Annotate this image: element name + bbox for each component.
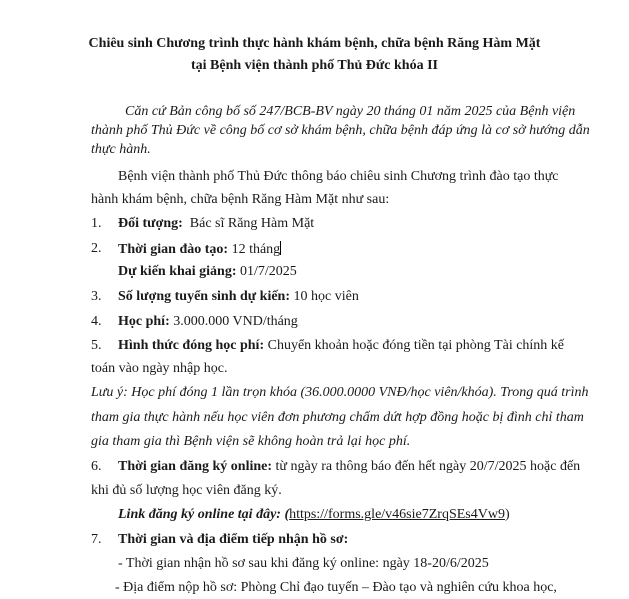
item-4-value: 3.000.000 VND/tháng bbox=[173, 314, 298, 329]
announce-line-2: hành khám bệnh, chữa bệnh Răng Hàm Mặt như sau: bbox=[91, 192, 390, 207]
item-4-number: 4. bbox=[91, 314, 102, 329]
item-2b bbox=[118, 264, 297, 280]
intro-line-2: thành phố Thủ Đức về công bố cơ sở khám bệnh, chữa bệnh đáp ứng là cơ sở hướng dẫn bbox=[91, 123, 590, 138]
item-5-value: Chuyển khoản hoặc đóng tiền tại phòng Tài chính kế bbox=[267, 338, 565, 353]
note-line-3: gia tham gia thì Bệnh viện sẽ không hoàn trả lại học phí. bbox=[91, 434, 411, 449]
item-1 bbox=[118, 216, 314, 232]
intro-line-1: Căn cứ Bản công bố số 247/BCB-BV ngày 20 tháng 01 năm 2025 của Bệnh viện bbox=[125, 104, 576, 119]
item-2-number: 2. bbox=[91, 241, 102, 256]
note-line-1: Lưu ý: Học phí đóng 1 lần trọn khóa (36.000.0000 VNĐ/học viên/khóa). Trong quá trình bbox=[91, 385, 589, 400]
item-2b-value: 01/7/2025 bbox=[240, 264, 297, 279]
item-4-label: Học phí: bbox=[118, 314, 170, 329]
link-close-paren: ) bbox=[504, 507, 510, 522]
item-6-label: Thời gian đăng ký online: bbox=[118, 459, 273, 474]
item-5-label: Hình thức đóng học phí: bbox=[118, 338, 265, 353]
item-7-sub-1: - Thời gian nhận hồ sơ sau khi đăng ký online: ngày 18-20/6/2025 bbox=[118, 556, 489, 571]
item-1-number: 1. bbox=[91, 216, 102, 231]
title-line-2: tại Bệnh viện thành phố Thủ Đức khóa II bbox=[190, 58, 438, 73]
item-2b-label: Dự kiến khai giảng: bbox=[118, 264, 237, 279]
item-6-line-2: khi đủ số lượng học viên đăng ký. bbox=[91, 483, 282, 498]
note-line-2: tham gia thực hành nếu học viên đơn phương chấm dứt hợp đồng hoặc bị đình chỉ tham bbox=[91, 410, 584, 425]
registration-link-row bbox=[118, 507, 510, 523]
registration-link-label: Link đăng ký online tại đây: bbox=[118, 507, 281, 522]
link-open-paren: ( bbox=[284, 507, 290, 522]
item-2-label: Thời gian đào tạo: bbox=[118, 242, 229, 257]
item-5-number: 5. bbox=[91, 338, 102, 353]
item-3-label: Số lượng tuyển sinh dự kiến: bbox=[118, 289, 290, 304]
title-line-1: Chiêu sinh Chương trình thực hành khám bệnh, chữa bệnh Răng Hàm Mặt bbox=[88, 36, 541, 51]
item-3-number: 3. bbox=[91, 289, 102, 304]
intro-line-3: thực hành. bbox=[91, 142, 151, 157]
item-7 bbox=[118, 532, 348, 548]
item-3 bbox=[118, 289, 359, 305]
item-1-label: Đối tượng: bbox=[118, 216, 183, 231]
item-7-number: 7. bbox=[91, 532, 102, 547]
item-5-line-2: toán vào ngày nhập học. bbox=[91, 361, 228, 376]
item-6-value: từ ngày ra thông báo đến hết ngày 20/7/2025 hoặc đến bbox=[275, 459, 581, 474]
registration-link[interactable]: https://forms.gle/v46sie7ZrqSEs4Vw9 bbox=[289, 507, 505, 522]
item-7-sub-2: - Địa điểm nộp hồ sơ: Phòng Chỉ đạo tuyến – Đào tạo và nghiên cứu khoa học, bbox=[115, 580, 557, 595]
item-6 bbox=[118, 459, 580, 475]
item-5 bbox=[118, 338, 564, 354]
item-4 bbox=[118, 314, 298, 330]
item-6-number: 6. bbox=[91, 459, 102, 474]
text-cursor bbox=[280, 241, 281, 255]
item-1-value: Bác sĩ Răng Hàm Mặt bbox=[189, 216, 315, 231]
item-7-label: Thời gian và địa điểm tiếp nhận hồ sơ: bbox=[118, 532, 349, 547]
item-3-value: 10 học viên bbox=[293, 289, 359, 304]
announce-line-1: Bệnh viện thành phố Thủ Đức thông báo chiêu sinh Chương trình đào tạo thực bbox=[118, 169, 559, 184]
item-2 bbox=[118, 241, 281, 258]
item-2-value: 12 tháng bbox=[231, 242, 281, 257]
